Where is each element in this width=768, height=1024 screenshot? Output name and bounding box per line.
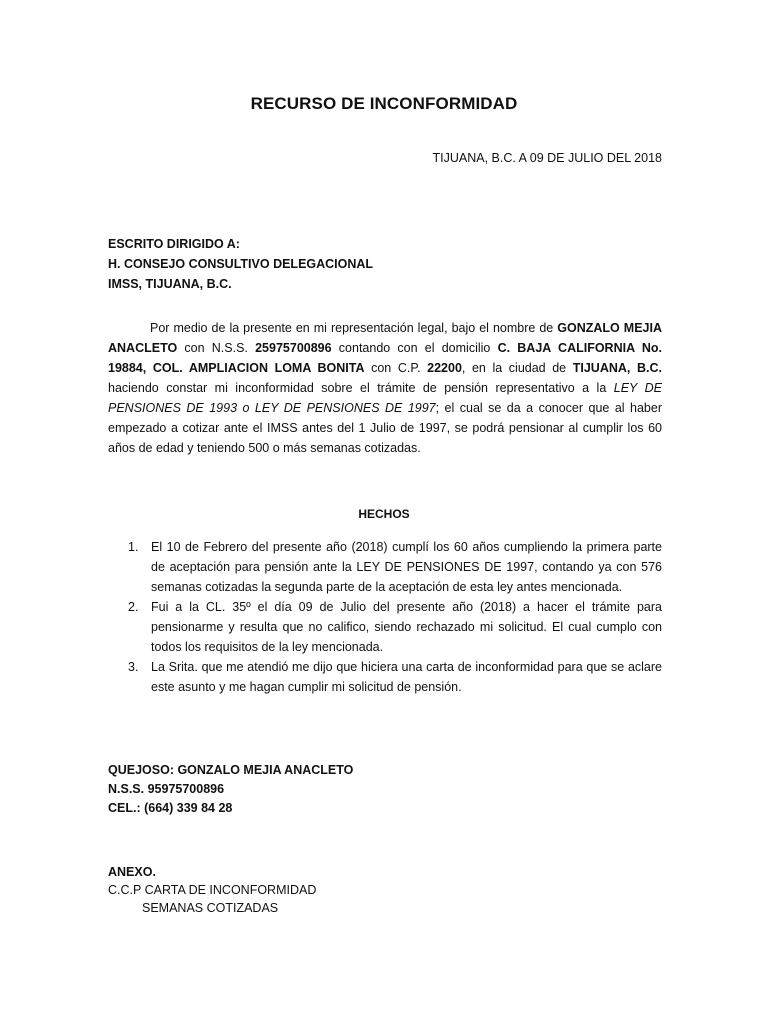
address: C. BAJA CALIFORNIA No. 19884, COL. AMPLIACION LOMA BONITA: [108, 341, 662, 375]
addressee-line: ESCRITO DIRIGIDO A:: [108, 237, 240, 251]
body-text: haciendo constar mi inconformidad sobre el trámite de pensión representativo a la: [108, 381, 614, 395]
list-item-text: La Srita. que me atendió me dijo que hiciera una carta de inconformidad para que se aclare este asunto y me hagan cumplir mi solicitud de pensión.: [151, 660, 662, 694]
list-number: 1.: [128, 540, 139, 554]
anexo-line: C.C.P CARTA DE INCONFORMIDAD: [108, 883, 317, 897]
body-text: contando con el domicilio: [331, 341, 498, 355]
complainant-name: GONZALO MEJIA ANACLETO: [108, 321, 662, 355]
list-number: 3.: [128, 660, 139, 674]
complainant-block: [108, 760, 508, 817]
addressee-line: H. CONSEJO CONSULTIVO DELEGACIONAL: [108, 257, 374, 271]
complainant-line: CEL.: (664) 339 84 28: [108, 801, 233, 815]
anexo-title: ANEXO.: [108, 865, 156, 879]
addressee-block: [108, 234, 668, 294]
body-text: con N.S.S.: [177, 341, 256, 355]
hechos-heading: HECHOS: [358, 507, 410, 521]
list-item: [108, 537, 662, 597]
list-number: 2.: [128, 600, 139, 614]
nss-number: 25975700896: [255, 341, 332, 355]
postal-code: 22200: [427, 361, 462, 375]
place-date: TIJUANA, B.C. A 09 DE JULIO DEL 2018: [432, 151, 662, 165]
law-reference: LEY DE PENSIONES DE 1993 o LEY DE PENSIONES DE 1997: [108, 381, 662, 415]
document-title: RECURSO DE INCONFORMIDAD: [250, 94, 518, 113]
body-text: , en la ciudad de: [461, 361, 573, 375]
hechos-list: [108, 537, 662, 697]
list-item: [108, 657, 662, 697]
anexo-line: SEMANAS COTIZADAS: [142, 901, 279, 915]
anexo-block: [108, 862, 508, 916]
body-paragraph: [108, 318, 662, 458]
complainant-line: N.S.S. 95975700896: [108, 782, 225, 796]
complainant-line: QUEJOSO: GONZALO MEJIA ANACLETO: [108, 763, 354, 777]
addressee-line: IMSS, TIJUANA, B.C.: [108, 277, 232, 291]
body-text: con C.P.: [364, 361, 428, 375]
city: TIJUANA, B.C.: [572, 361, 662, 375]
list-item-text: Fui a la CL. 35º el día 09 de Julio del presente año (2018) a hacer el trámite para pensionarme y resulta que no califico, siendo rechazado mi solicitud. El cual cumplo con todos los requisitos de la ley mencionada.: [151, 600, 662, 654]
list-item-text: El 10 de Febrero del presente año (2018) cumplí los 60 años cumpliendo la primera parte de aceptación para pensión ante la LEY DE PENSIONES DE 1997, contando ya con 576 semanas cotizadas la segunda parte de la aceptación de esta ley antes mencionada.: [151, 540, 662, 594]
body-text: Por medio de la presente en mi representación legal, bajo el nombre de: [150, 321, 558, 335]
body-text: ; el cual se da a conocer que al haber empezado a cotizar ante el IMSS antes del 1 Julio de 1997, se podrá pensionar al cumplir los 60 años de edad y teniendo 500 o más semanas cotizadas.: [108, 401, 662, 455]
list-item: [108, 597, 662, 657]
